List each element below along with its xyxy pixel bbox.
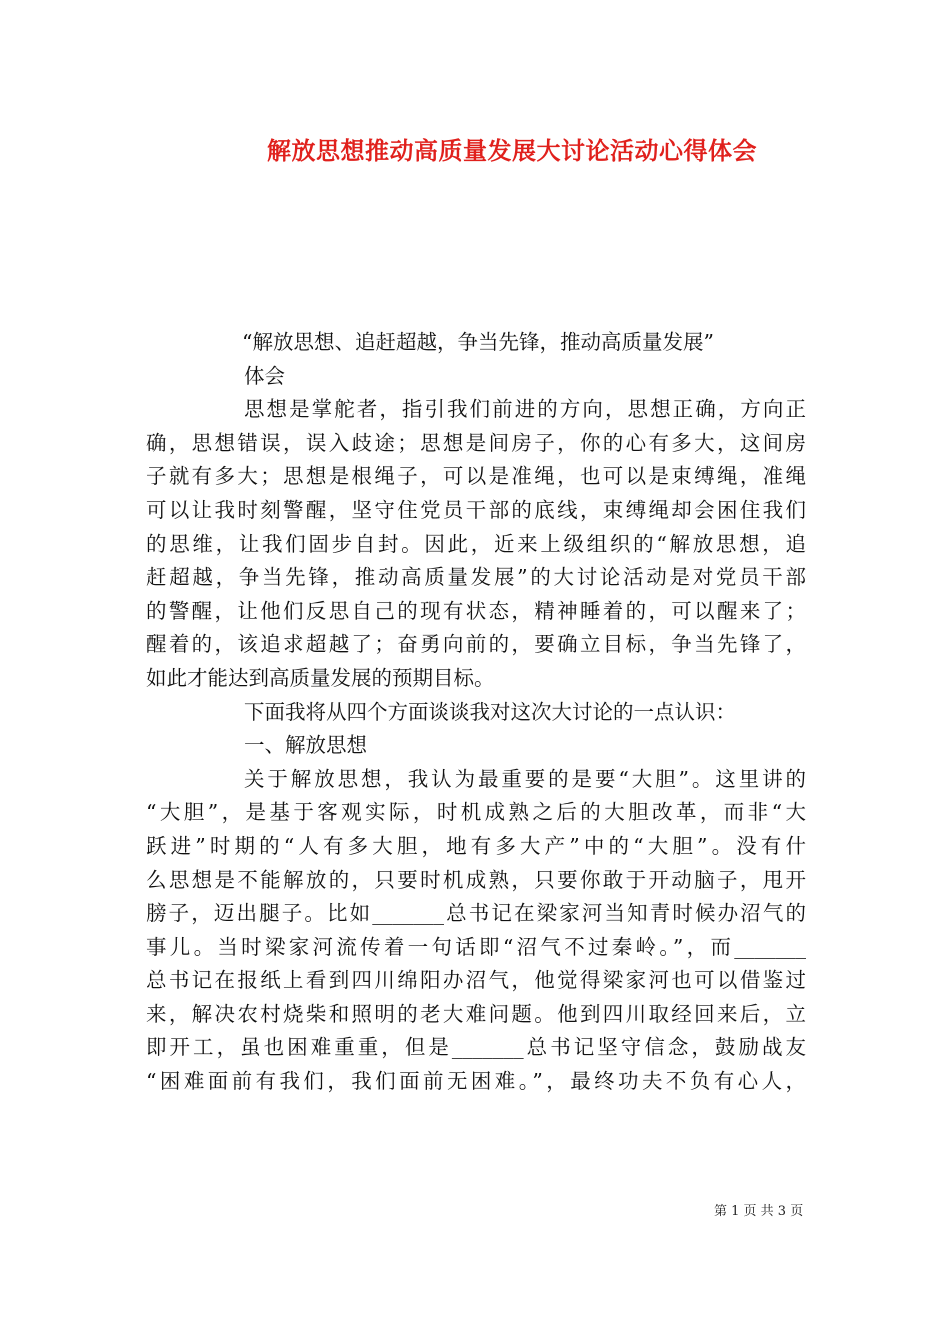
text-line: 思想是掌舵者，指引我们前进的方向，思想正确，方向正 bbox=[244, 397, 806, 422]
text-line: 下面我将从四个方面谈谈我对这次大讨论的一点认识： bbox=[244, 699, 736, 724]
text-line: 体会 bbox=[244, 363, 285, 388]
text-line: 事儿。当时梁家河流传着一句话即“沼气不过秦岭。”，而_______ bbox=[146, 934, 806, 959]
text-line: “大胆”，是基于客观实际，时机成熟之后的大胆改革，而非“大 bbox=[146, 800, 806, 825]
text-line: 确，思想错误，误入歧途；思想是间房子，你的心有多大，这间房 bbox=[146, 430, 806, 455]
text-line: 来，解决农村烧柴和照明的老大难问题。他到四川取经回来后，立 bbox=[146, 1001, 806, 1026]
text-line: 可以让我时刻警醒，坚守住党员干部的底线，束缚绳却会困住我们 bbox=[146, 497, 806, 522]
text-line: 关于解放思想，我认为最重要的是要“大胆”。这里讲的 bbox=[244, 766, 806, 791]
text-line: 赶超越，争当先锋，推动高质量发展”的大讨论活动是对党员干部 bbox=[146, 565, 806, 590]
page-footer: 第 1 页 共 3 页 bbox=[714, 1204, 804, 1219]
text-line: 跃进”时期的“人有多大胆，地有多大产”中的“大胆”。没有什 bbox=[146, 833, 806, 858]
body-text bbox=[146, 326, 806, 1099]
text-line: “困难面前有我们，我们面前无困难。”，最终功夫不负有心人， bbox=[146, 1069, 806, 1094]
text-line: 膀子，迈出腿子。比如_______总书记在梁家河当知青时候办沼气的 bbox=[146, 901, 806, 926]
text-line: 么思想是不能解放的，只要时机成熟，只要你敢于开动脑子，甩开 bbox=[146, 867, 806, 892]
text-line: 总书记在报纸上看到四川绵阳办沼气，他觉得梁家河也可以借鉴过 bbox=[146, 968, 806, 993]
text-line: 子就有多大；思想是根绳子，可以是准绳，也可以是束缚绳，准绳 bbox=[146, 464, 806, 489]
section-heading: 一、解放思想 bbox=[244, 733, 367, 758]
text-line: 如此才能达到高质量发展的预期目标。 bbox=[146, 665, 495, 690]
text-line: “解放思想、追赶超越，争当先锋，推动高质量发展” bbox=[242, 330, 714, 354]
text-line: 的警醒，让他们反思自己的现有状态，精神睡着的，可以醒来了； bbox=[146, 598, 806, 623]
page-title: 解放思想推动高质量发展大讨论活动心得体会 bbox=[267, 136, 757, 165]
text-line: 醒着的，该追求超越了；奋勇向前的，要确立目标，争当先锋了， bbox=[146, 632, 806, 657]
text-line: 即开工，虽也困难重重，但是_______总书记坚守信念，鼓励战友 bbox=[146, 1035, 806, 1060]
text-line: 的思维，让我们固步自封。因此，近来上级组织的“解放思想，追 bbox=[146, 531, 806, 556]
